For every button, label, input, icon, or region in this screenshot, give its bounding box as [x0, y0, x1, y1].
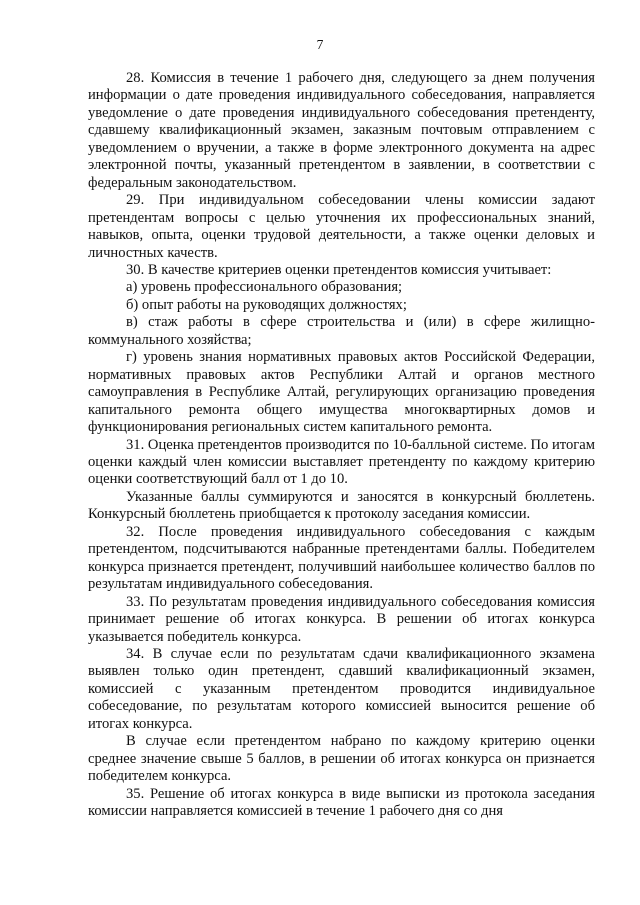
- paragraph-35: 35. Решение об итогах конкурса в виде выписки из протокола заседания комиссии направляется комиссией в течение 1 рабочего дня со дня: [88, 785, 595, 820]
- paragraph-34: 34. В случае если по результатам сдачи квалификационного экзамена выявлен только один претендент, сдавший квалификационный экзамен, комиссией с указанным претендентом проводится индивидуальное собеседование, по результатам которого комиссией выносится решение об итогах конкурса.: [88, 645, 595, 732]
- paragraph-30-item-v: в) стаж работы в сфере строительства и (или) в сфере жилищно-коммунального хозяйства;: [88, 314, 595, 348]
- paragraph-33: 33. По результатам проведения индивидуального собеседования комиссия принимает решение об итогах конкурса. В решении об итогах конкурса указывается победитель конкурса.: [88, 593, 595, 645]
- paragraph-31-continued: Указанные баллы суммируются и заносятся в конкурсный бюллетень. Конкурсный бюллетень приобщается к протоколу заседания комиссии.: [88, 488, 595, 523]
- paragraph-32: 32. После проведения индивидуального собеседования с каждым претендентом, подсчитываются набранные претендентами баллы. Победителем конкурса признается претендент, получивший наибольшее количество баллов по результатам индивидуального собеседования.: [88, 523, 595, 593]
- paragraph-30: 30. В качестве критериев оценки претендентов комиссия учитывает:: [126, 261, 552, 278]
- paragraph-34-continued: В случае если претендентом набрано по каждому критерию оценки среднее значение свыше 5 баллов, в решении об итогах конкурса он признается победителем конкурса.: [88, 733, 595, 785]
- paragraph-30-item-b: б) опыт работы на руководящих должностях;: [126, 296, 407, 313]
- paragraph-31: 31. Оценка претендентов производится по 10-балльной системе. По итогам оценки каждый член комиссии выставляет претенденту по каждому критерию оценки соответствующий балл от 1 до 10.: [88, 436, 595, 488]
- document-body: [88, 70, 595, 820]
- paragraph-28: 28. Комиссия в течение 1 рабочего дня, следующего за днем получения информации о дате проведения индивидуального собеседования, направляется уведомление о дате проведения индивидуального собеседования претенденту, сдавшему квалификационный экзамен, заказным почтовым отправлением с уведомлением о вручении, а также в форме электронного документа на адрес электронной почты, указанный претендентом в заявлении, в соответствии с федеральным законодательством.: [88, 70, 595, 191]
- paragraph-29: 29. При индивидуальном собеседовании члены комиссии задают претендентам вопросы с целью уточнения их профессиональных знаний, навыков, опыта, оценки трудовой деятельности, а также оценки деловых и личностных качеств.: [88, 192, 595, 261]
- paragraph-30-item-a: а) уровень профессионального образования;: [126, 279, 403, 296]
- page-number: 7: [316, 37, 324, 52]
- paragraph-30-item-g: г) уровень знания нормативных правовых актов Российской Федерации, нормативных правовых актов Республики Алтай и органов местного самоуправления в Республике Алтай, регулирующих организацию проведения капитального ремонта общего имущества многоквартирных домов и функционирования региональных систем капитального ремонта.: [88, 349, 595, 436]
